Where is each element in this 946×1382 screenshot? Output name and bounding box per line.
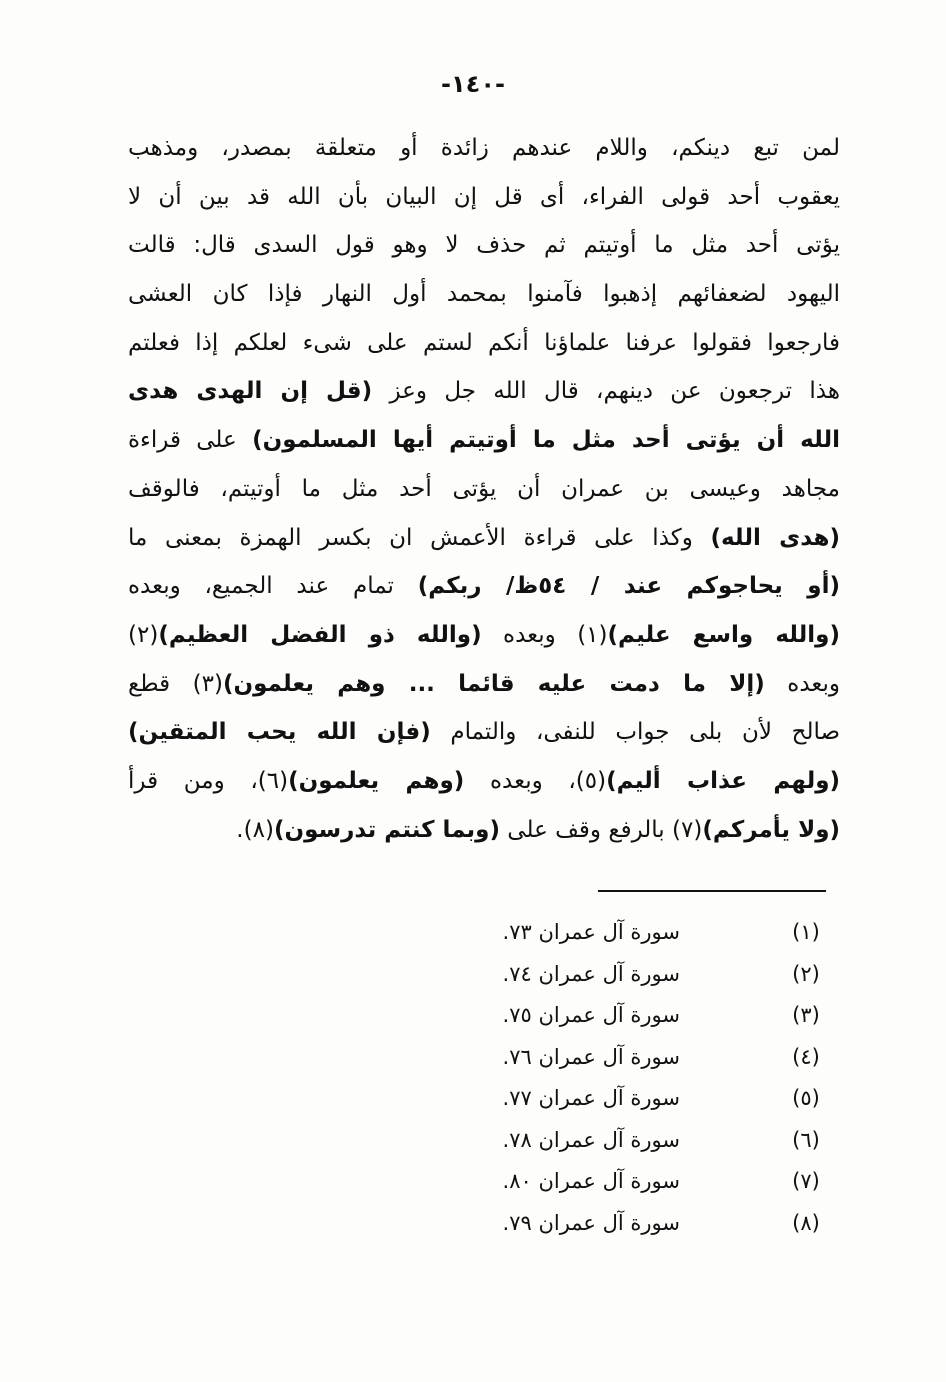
footnote <box>470 1078 830 1120</box>
quran-quote: (والله ذو الفضل العظيم) <box>158 621 482 648</box>
quran-quote: (قل إن الهدى هدى <box>128 378 373 405</box>
footnote-number: (٣) <box>792 1003 820 1027</box>
quran-quote: (فإن الله يحب المتقين) <box>128 719 431 746</box>
text-line <box>128 611 840 660</box>
text-line <box>128 367 840 416</box>
footnote-divider <box>598 890 826 892</box>
footnote-text: سورة آل عمران ٨٠. <box>502 1169 680 1193</box>
footnote <box>470 954 830 996</box>
footnote <box>470 1161 830 1203</box>
footnote-text: سورة آل عمران ٧٩. <box>502 1210 680 1235</box>
quran-quote: (أو يحاجوكم عند / ٥٤ظ/ ربكم) <box>417 573 840 600</box>
text-line <box>128 270 840 319</box>
text-segment: مجاهد وعيسى بن عمران أن يؤتى أحد مثل ما أوتيتم، فالوقف <box>128 475 840 502</box>
quran-quote: (ولهم عذاب أليم) <box>606 767 840 794</box>
text-line <box>128 173 840 222</box>
footnote-number: (٥) <box>792 1086 820 1110</box>
footnote-text: سورة آل عمران ٧٣. <box>502 920 680 944</box>
footnote-text: سورة آل عمران ٧٥. <box>502 1003 680 1027</box>
text-segment: وبعده <box>764 670 840 697</box>
text-line <box>128 319 840 368</box>
text-segment: تمام عند الجميع، وبعده <box>128 573 418 600</box>
main-text <box>128 124 840 854</box>
text-segment: يعقوب أحد قولى الفراء، أى قل إن البيان بأن الله قد بين أن لا <box>128 183 840 210</box>
quran-quote: (هدى الله) <box>710 524 840 551</box>
footnote-ref: (٢) <box>128 621 159 648</box>
footnote-ref: (٣) قطع <box>128 670 223 697</box>
text-line <box>128 465 840 514</box>
quran-quote: (وهم يعلمون) <box>288 767 465 794</box>
text-segment: اليهود لضعفائهم إذهبوا فآمنوا بمحمد أول النهار فإذا كان العشى <box>128 281 840 308</box>
quran-quote: الله أن يؤتى أحد مثل ما أوتيتم أيها المسلمون) <box>252 427 840 454</box>
text-line <box>128 660 840 709</box>
text-line <box>128 806 840 855</box>
footnote-ref: (٦)، ومن قرأ <box>128 767 289 794</box>
text-line <box>128 514 840 563</box>
footnote-text: سورة آل عمران ٧٧. <box>502 1086 680 1110</box>
footnote <box>470 995 830 1037</box>
footnote-text: سورة آل عمران ٧٦. <box>502 1044 680 1069</box>
footnote <box>470 912 830 954</box>
footnotes <box>470 912 830 1244</box>
text-line <box>128 221 840 270</box>
text-segment: هذا ترجعون عن دينهم، قال الله جل وعز <box>372 378 840 405</box>
text-line <box>128 708 840 757</box>
footnote-text: سورة آل عمران ٧٤. <box>502 961 680 986</box>
quran-quote: (إلا ما دمت عليه قائما ... وهم يعلمون) <box>222 670 765 697</box>
footnote <box>470 1120 830 1162</box>
text-segment: على قراءة <box>128 427 253 454</box>
footnote-ref: (٧) بالرفع وقف على <box>499 816 703 843</box>
footnote-ref: (٨). <box>236 816 274 843</box>
text-segment: صالح لأن بلى جواب للنفى، والتمام <box>430 719 840 746</box>
footnote-ref: (٥)، وبعده <box>464 767 607 794</box>
text-line <box>128 416 840 465</box>
footnote-ref: (١) وبعده <box>481 621 608 648</box>
footnote-number: (٤) <box>792 1044 820 1069</box>
text-segment: يؤتى أحد مثل ما أوتيتم ثم حذف لا وهو قول السدى قال: قالت <box>128 232 840 259</box>
quran-quote: (ولا يأمركم) <box>702 816 840 843</box>
quran-quote: (وبما كنتم تدرسون) <box>273 816 500 843</box>
footnote-number: (٧) <box>792 1169 820 1193</box>
text-line <box>128 124 840 173</box>
quran-quote: (والله واسع عليم) <box>607 621 840 648</box>
footnote-number: (٨) <box>792 1210 820 1235</box>
footnote-text: سورة آل عمران ٧٨. <box>502 1127 680 1152</box>
text-line <box>128 757 840 806</box>
footnote <box>470 1037 830 1079</box>
footnote-number: (٦) <box>792 1127 820 1152</box>
page-number: -١٤٠- <box>441 70 505 98</box>
text-segment: فارجعوا فقولوا عرفنا علماؤنا أنكم لستم على شىء لعلكم إذا فعلتم <box>128 329 840 356</box>
text-segment: لمن تبع دينكم، واللام عندهم زائدة أو متعلقة بمصدر، ومذهب <box>128 135 840 161</box>
footnote-number: (٢) <box>792 961 820 986</box>
footnote-number: (١) <box>792 920 820 944</box>
text-line <box>128 562 840 611</box>
text-segment: وكذا على قراءة الأعمش ان بكسر الهمزة بمعنى ما <box>128 524 711 551</box>
footnote <box>470 1203 830 1245</box>
